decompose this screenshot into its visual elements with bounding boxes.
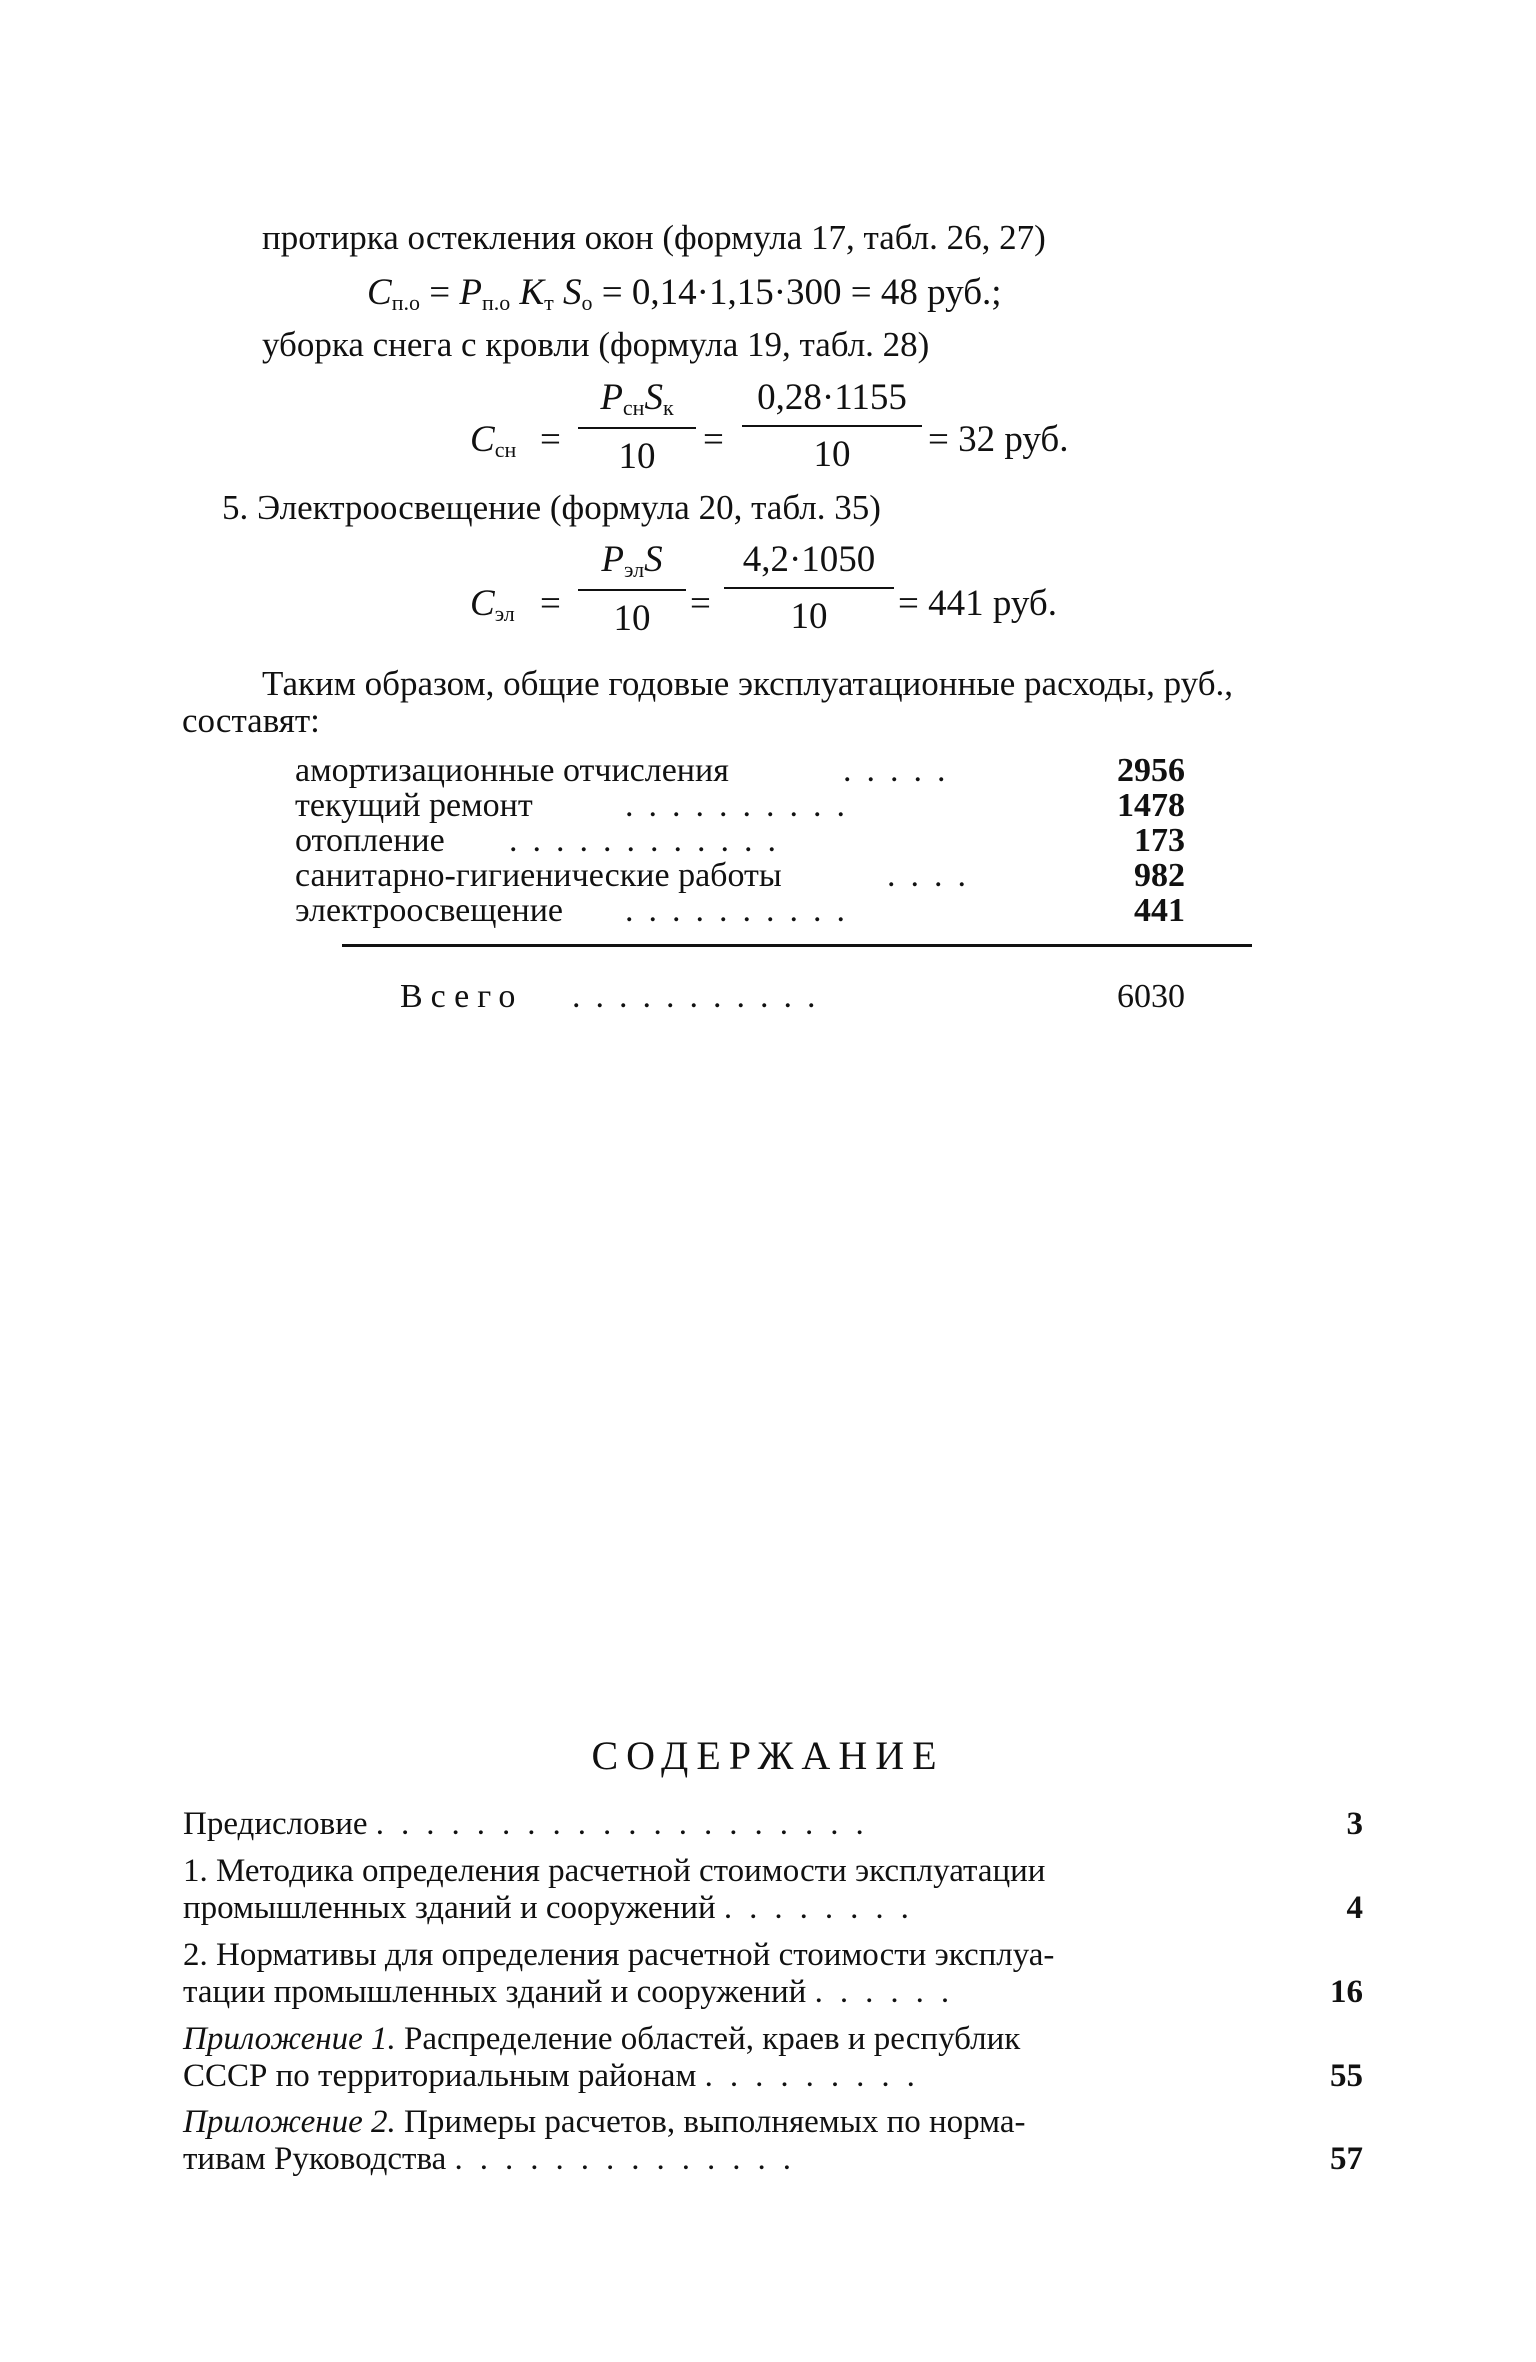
- leader-dots: ..........: [625, 892, 860, 929]
- expense-label: электроосвещение: [295, 892, 564, 929]
- toc-text: Примеры расчетов, выполняемых по норма-: [395, 2104, 1026, 2140]
- fraction-numeric: [742, 376, 922, 476]
- toc-appendix-label: Приложение 1.: [183, 2021, 396, 2057]
- expense-row: [295, 823, 1185, 859]
- formula-result: = 441 руб.: [898, 583, 1057, 624]
- fraction-numeric: [724, 538, 894, 638]
- expense-value: 1478: [1117, 787, 1185, 824]
- total-row: [400, 979, 1185, 1015]
- expense-label: санитарно-гигиенические работы: [295, 857, 782, 894]
- toc-text: промышленных зданий и сооружений: [183, 1890, 716, 1926]
- leader-dots: ......: [814, 1974, 967, 2010]
- toc-text: тации промышленных зданий и сооружений: [183, 1974, 807, 2010]
- formula-den: 10: [618, 436, 656, 477]
- expense-value: 2956: [1117, 752, 1185, 789]
- toc-page-number: 4: [1346, 1890, 1363, 1926]
- leader-dots: ............: [509, 822, 791, 859]
- expense-value: 173: [1134, 822, 1185, 859]
- leader-dots: ........: [723, 1890, 926, 1926]
- total-divider: [342, 944, 1252, 947]
- formula-den: 10: [613, 598, 651, 639]
- formula-var: C: [470, 419, 495, 460]
- toc-item: [183, 2021, 1363, 2095]
- formula-window-cleaning: $C_{п.о} = P_{п.о}$ $K_т$ $S_о = 0,14\cdot 1,15\cdot 300 = 48$ руб.;: [367, 272, 1002, 315]
- leader-dots: ..............: [454, 2141, 809, 2177]
- toc-text: 2. Нормативы для определения расчетной стоимости эксплуа-: [183, 1937, 1055, 1973]
- leader-dots: .....: [843, 752, 961, 789]
- leader-dots: .........: [704, 2058, 932, 2094]
- formula-den: 10: [813, 434, 851, 475]
- toc-page-number: 55: [1330, 2058, 1363, 2094]
- formula-var: P: [601, 539, 625, 580]
- expense-value: 441: [1134, 892, 1185, 929]
- fraction-symbolic: [578, 538, 686, 640]
- toc-heading: СОДЕРЖАНИЕ: [591, 1733, 945, 1778]
- formula-num: 4,2·1050: [742, 539, 876, 580]
- expense-row: [295, 788, 1185, 824]
- para-snow-removal-title: уборка снега с кровли (формула 19, табл. 28): [262, 325, 930, 364]
- formula-sub: сн: [494, 437, 517, 462]
- toc-item: [183, 2104, 1363, 2178]
- para-window-cleaning-title: протирка остекления окон (формула 17, табл. 26, 27): [262, 218, 1046, 257]
- toc-item: [183, 1853, 1363, 1927]
- toc-text: 1. Методика определения расчетной стоимости эксплуатации: [183, 1853, 1046, 1889]
- expense-label: амортизационные отчисления: [295, 752, 729, 789]
- formula-var: S: [644, 539, 663, 580]
- leader-dots: ..........: [625, 787, 860, 824]
- total-label: Всего: [400, 978, 524, 1015]
- formula-var: S: [563, 272, 582, 313]
- toc-page-number: 16: [1330, 1974, 1363, 2010]
- leader-dots: ....: [887, 857, 981, 894]
- leader-dots: ....................: [375, 1806, 881, 1842]
- toc-text: СССР по территориальным районам: [183, 2058, 697, 2094]
- summary-line-2: составят:: [182, 701, 320, 740]
- expense-row: [295, 893, 1185, 929]
- toc-page-number: 3: [1346, 1806, 1363, 1842]
- toc-item: [183, 1806, 1363, 1843]
- toc-text: тивам Руководства: [183, 2141, 447, 2177]
- formula-sub: к: [662, 395, 674, 420]
- expense-label: текущий ремонт: [295, 787, 533, 824]
- formula-sub: о: [581, 290, 593, 315]
- summary-line-1: Таким образом, общие годовые эксплуатационные расходы, руб.,: [262, 664, 1234, 703]
- formula-sub: эл: [624, 557, 645, 582]
- toc-item: [183, 1937, 1363, 2011]
- document-page: протирка остекления окон (формула 17, табл. 26, 27) $C_{п.о} = P_{п.о}$ $K_т$ $S_о = 0,14\cdot 1,15\cdot 300 = 48$ руб.; уборка снега с кровли (формула 19, табл. 28) $C_{сн}$ = $P_{сн}S_к$ 10 = 0,28·1155 10 = 32 руб. 5. Электроосвещение (формула 20, табл. 35) $C_{эл}$ = $P_{эл}S$ 10 = 4,2·1050 10 = 441 руб. Таким образом, общие годовые эксплуатационные расходы, руб., составят: амортизационные отчисления ..... 2956 текущий ремонт .......... 1478 отопление ............ 173 санитарно-гигиенические работы .... 982 электроосвещение .......... 441 Всего ........... 6030 СОДЕРЖАНИЕ Предисловие .................... 3 1. Методика определения расчетной стоимости эксплуатации промышленных зданий и сооружений ........ 4 2. Нормативы для определения расчетной стоимости эксплуа- тации промышленных зданий и сооружений ...... 16 Приложение 1. Распределение областей, краев и республик СССР по территориальным районам ......... 55 Приложение 2. Примеры расчетов, выполняемых по норма- тивам Руководства .............. 57: [0, 0, 1536, 2362]
- toc-text: Предисловие: [183, 1806, 368, 1842]
- formula-sub: т: [544, 290, 554, 315]
- formula-calc: = 0,14·1,15·300 = 48 руб.;: [601, 272, 1002, 313]
- toc-text: Распределение областей, краев и республик: [395, 2021, 1021, 2057]
- formula-den: 10: [790, 596, 828, 637]
- section-5-title: 5. Электроосвещение (формула 20, табл. 35): [222, 488, 881, 527]
- formula-sub: п.о: [391, 290, 420, 315]
- expense-row: [295, 858, 1185, 894]
- fraction-symbolic: [578, 376, 696, 478]
- formula-var: S: [644, 377, 663, 418]
- formula-var: C: [367, 272, 392, 313]
- formula-result: = 32 руб.: [928, 419, 1069, 460]
- formula-var: P: [459, 272, 482, 313]
- formula-sub: сн: [622, 395, 645, 420]
- leader-dots: ...........: [572, 978, 831, 1015]
- formula-var: K: [519, 272, 545, 313]
- formula-var: C: [470, 583, 495, 624]
- formula-num: 0,28·1155: [757, 377, 907, 418]
- expense-row: [295, 753, 1185, 789]
- total-value: 6030: [1117, 978, 1185, 1015]
- toc-page-number: 57: [1330, 2141, 1363, 2177]
- formula-sub: п.о: [481, 290, 511, 315]
- formula-var: P: [600, 377, 623, 418]
- expense-label: отопление: [295, 822, 445, 859]
- toc-appendix-label: Приложение 2.: [183, 2104, 396, 2140]
- formula-sub: эл: [494, 601, 515, 626]
- expense-value: 982: [1134, 857, 1185, 894]
